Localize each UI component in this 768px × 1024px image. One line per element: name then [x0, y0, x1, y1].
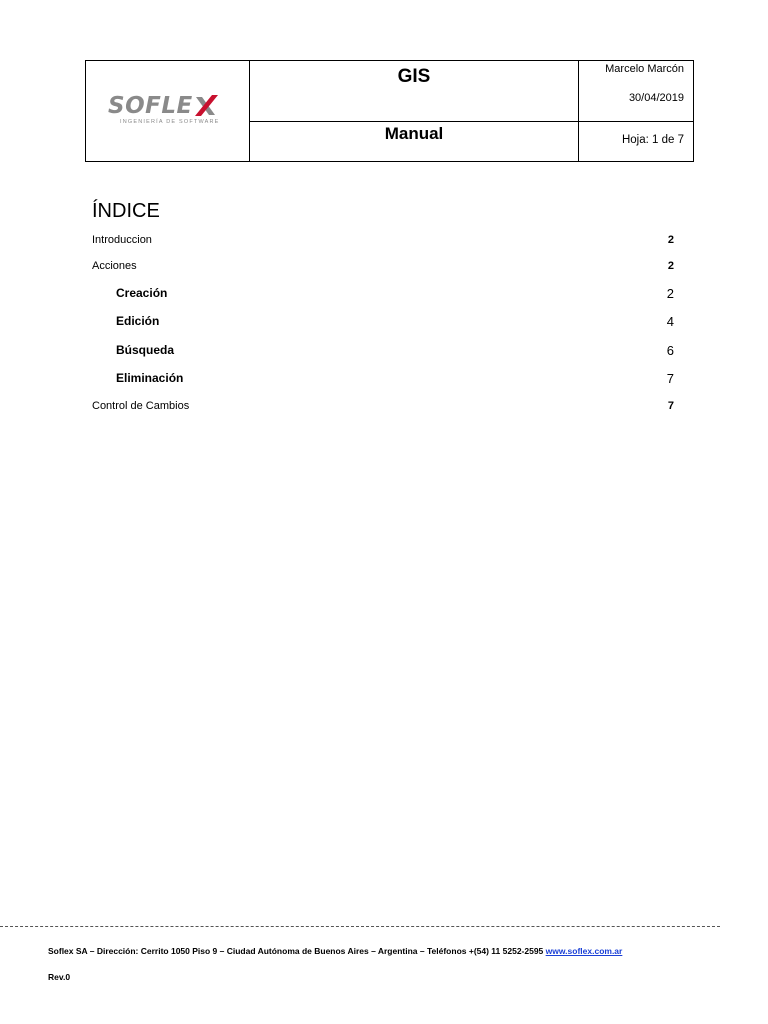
toc-page: 2 [667, 234, 674, 246]
toc-page: 7 [666, 371, 674, 386]
soflex-logo [108, 94, 240, 125]
toc-label: Acciones [92, 260, 137, 272]
footer-divider [0, 926, 720, 927]
toc-entry[interactable] [116, 314, 674, 329]
footer-address [48, 946, 622, 956]
toc-page: 2 [667, 260, 674, 272]
footer-text: Soflex SA – Dirección: Cerrito 1050 Piso 9 – Ciudad Autónoma de Buenos Aires – Argentina – Teléfonos +(54) 11 5252-2595 [48, 946, 546, 956]
logo-tagline: INGENIERÍA DE SOFTWARE [120, 119, 220, 125]
toc-entry[interactable] [116, 343, 674, 358]
toc-page: 6 [666, 343, 674, 358]
toc-entry[interactable] [116, 371, 674, 386]
author: Marcelo Marcón [605, 63, 684, 75]
document-subtitle: Manual [384, 124, 444, 143]
logo-x-icon [193, 94, 219, 118]
toc-label: Búsqueda [116, 343, 175, 357]
subtitle-cell [250, 122, 579, 162]
revision-label: Rev.0 [48, 972, 71, 982]
logo-wordmark: SOFLE [108, 93, 193, 119]
logo-cell [86, 61, 250, 162]
toc-label: Edición [116, 314, 160, 328]
toc-entry[interactable] [92, 400, 674, 412]
toc-entry[interactable] [92, 260, 674, 272]
toc-page: 7 [667, 400, 674, 412]
website-link[interactable]: www.soflex.com.ar [545, 946, 623, 956]
toc-label: Creación [116, 286, 168, 300]
toc-label: Eliminación [116, 371, 184, 385]
toc-label: Control de Cambios [92, 400, 190, 412]
index-title: ÍNDICE [92, 200, 160, 222]
toc-page: 4 [666, 314, 674, 329]
sheet-number: Hoja: 1 de 7 [621, 134, 684, 146]
title-cell [250, 61, 579, 122]
document-header [85, 60, 694, 162]
date: 30/04/2019 [628, 92, 684, 104]
toc-page: 2 [666, 286, 674, 301]
toc-entry[interactable] [116, 286, 674, 301]
toc-entry[interactable] [92, 234, 674, 246]
toc-label: Introduccion [92, 234, 152, 246]
document-title: GIS [397, 66, 431, 87]
author-date-cell [579, 61, 694, 122]
sheet-cell [579, 122, 694, 162]
